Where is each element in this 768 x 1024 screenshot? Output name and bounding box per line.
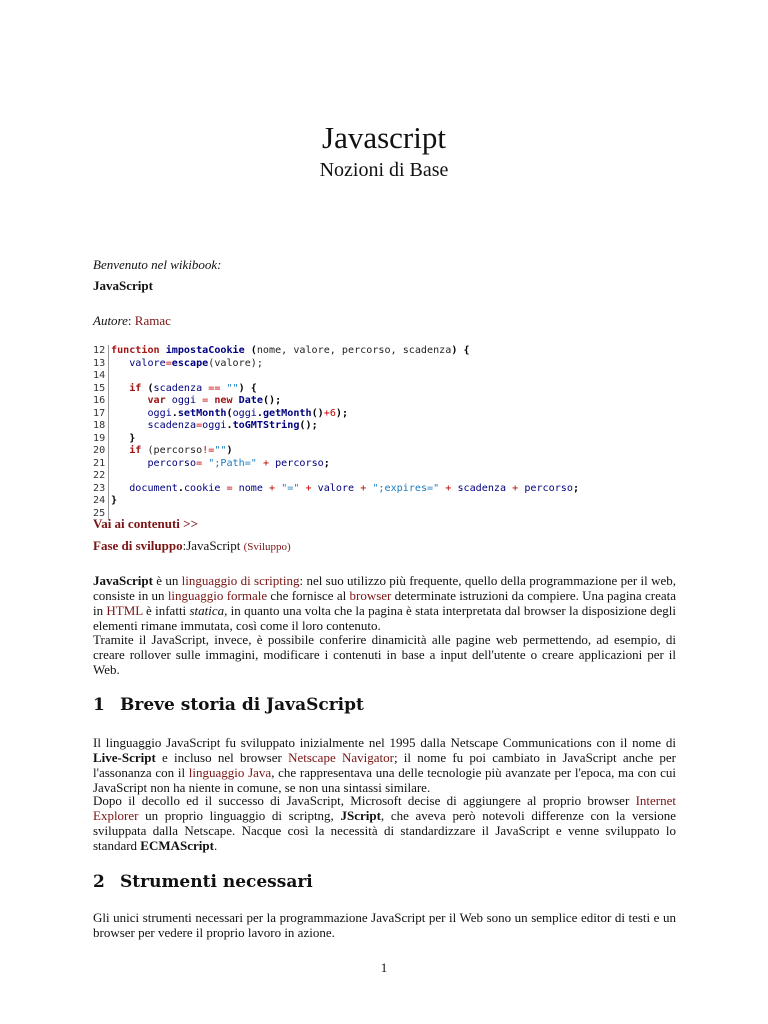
term-jscript: JScript — [340, 808, 381, 823]
code-token: scadenza — [457, 482, 513, 494]
text-run: , in quanto una volta che la pagina è stata interpretata dal browser la disposizione degli elementi rimane immutata, così come il loro contenuto. — [93, 603, 676, 633]
code-token: percorso — [524, 482, 573, 494]
author-label: Autore — [93, 313, 128, 328]
code-token — [111, 420, 147, 431]
code-token: nome — [238, 482, 270, 494]
link-internet-explorer[interactable]: Internet Explorer — [93, 793, 676, 823]
code-token — [111, 395, 147, 406]
text-run: è un — [152, 573, 182, 588]
code-token: if — [129, 445, 148, 456]
stage-separator: : — [182, 538, 187, 553]
code-token: = — [196, 420, 203, 431]
code-token: ";expires=" — [372, 482, 446, 494]
line-number: 20 — [93, 445, 106, 456]
code-token: valore — [317, 482, 361, 494]
code-token: . — [256, 407, 263, 419]
code-token: oggi — [202, 420, 227, 431]
text-run: che fornisce al — [267, 588, 350, 603]
code-token: oggi — [147, 407, 172, 419]
line-number: 17 — [93, 407, 106, 419]
text-run: Il linguaggio JavaScript fu sviluppato inizialmente nel 1995 dalla Netscape Communications con il nome di — [93, 735, 676, 750]
code-source — [110, 495, 117, 508]
line-number: 24 — [93, 495, 106, 506]
code-line — [93, 408, 683, 421]
code-line — [93, 433, 683, 446]
code-token: scadenza — [153, 382, 209, 394]
code-line — [93, 345, 683, 358]
code-token: + — [262, 457, 276, 469]
text-run: un proprio linguaggio di scriptng, — [138, 808, 341, 823]
code-token: } — [129, 432, 136, 444]
code-token: "" — [226, 382, 239, 394]
code-token: if — [129, 382, 148, 394]
term-javascript: JavaScript — [93, 573, 153, 588]
code-token: + — [360, 482, 373, 494]
code-token: ; — [572, 482, 580, 494]
code-token: ) { — [451, 345, 470, 356]
code-line — [93, 358, 683, 371]
code-token — [111, 408, 147, 419]
code-line — [93, 495, 683, 508]
line-number: 14 — [93, 370, 106, 381]
code-token: getMonth — [262, 407, 312, 419]
stage-link[interactable]: (Sviluppo) — [243, 541, 291, 553]
stage-label-link[interactable]: Fase di sviluppo — [93, 538, 183, 553]
code-token: function — [111, 345, 166, 356]
line-number: 21 — [93, 457, 106, 469]
history-paragraph-2 — [93, 793, 676, 853]
author-separator: : — [127, 313, 135, 328]
code-token: != — [202, 445, 215, 456]
code-gutter — [108, 345, 109, 358]
code-gutter — [108, 408, 109, 421]
text-run: : nel suo utilizzo più frequente, quello della programmazione per il web, consiste in un — [93, 573, 676, 603]
line-number: 13 — [93, 357, 106, 369]
code-gutter — [108, 433, 109, 446]
code-gutter — [108, 483, 109, 496]
code-token: + — [445, 482, 458, 494]
code-token: ( — [147, 382, 154, 394]
line-number: 18 — [93, 420, 106, 431]
link-html[interactable]: HTML — [106, 603, 143, 618]
code-token: . — [226, 420, 233, 431]
line-number: 12 — [93, 345, 106, 356]
code-token: ; — [323, 457, 330, 469]
code-token: (percorso — [147, 445, 203, 456]
code-source — [110, 370, 111, 383]
code-gutter — [108, 458, 109, 471]
link-linguaggio-java[interactable]: linguaggio Java — [188, 765, 272, 780]
text-run: , che rappresentava una delle tecnologie più avanzate per l'epoca, ma con cui JavaScript non ha niente in comune, se non una sintassi similare. — [93, 765, 676, 795]
code-token: impostaCookie — [165, 345, 251, 356]
tools-paragraph: Gli unici strumenti necessari per la programmazione JavaScript per il Web sono un semplice editor di testi e un browser per vedere il proprio lavoro in azione. — [93, 910, 676, 940]
code-token — [111, 483, 129, 494]
code-token: () — [311, 407, 324, 419]
code-token: ( — [250, 345, 257, 356]
code-line — [93, 483, 683, 496]
code-source — [110, 458, 330, 471]
development-stage — [93, 538, 676, 555]
code-source — [110, 345, 470, 358]
code-gutter — [108, 358, 109, 371]
code-token: ); — [335, 407, 349, 419]
code-token: = — [196, 457, 209, 469]
text-run: . — [213, 838, 218, 853]
code-token: Date — [238, 395, 263, 406]
section-number: 2 — [93, 872, 105, 892]
code-token: escape — [171, 357, 209, 369]
code-line — [93, 383, 683, 396]
section-heading-strumenti — [93, 872, 313, 892]
link-linguaggio-scripting[interactable]: linguaggio di scripting — [181, 573, 300, 588]
link-browser[interactable]: browser — [349, 588, 392, 603]
code-line — [93, 370, 683, 383]
code-source — [110, 395, 281, 408]
code-source — [110, 445, 233, 458]
author-link[interactable]: Ramac — [134, 313, 171, 328]
code-token: = — [165, 357, 172, 369]
code-token: new — [214, 395, 239, 406]
code-token: + — [305, 482, 318, 494]
section-number: 1 — [93, 695, 105, 715]
code-token: cookie — [183, 482, 227, 494]
code-token: percorso — [275, 457, 324, 469]
stage-value: JavaScript — [186, 538, 244, 553]
code-token: (); — [299, 420, 318, 431]
skip-to-content-link[interactable]: Vai ai contenuti >> — [93, 516, 198, 531]
intro-paragraph — [93, 573, 676, 633]
code-token: "=" — [281, 482, 306, 494]
code-gutter — [108, 370, 109, 383]
code-line — [93, 420, 683, 433]
code-source — [110, 433, 135, 446]
code-line — [93, 395, 683, 408]
code-source — [110, 383, 257, 396]
code-token: oggi — [171, 395, 203, 406]
code-listing — [93, 345, 683, 520]
author-line — [93, 313, 676, 328]
code-source — [110, 408, 348, 421]
text-run: è infatti — [142, 603, 190, 618]
code-token: "" — [214, 445, 227, 456]
wikibook-name: JavaScript — [93, 278, 153, 293]
dynamic-paragraph: Tramite il JavaScript, invece, è possibile conferire dinamicità alle pagine web permettendo, ad esempio, di creare rollover sulle immagini, modificare i contenuti in base a input dell'utente o creare applicazioni per il Web. — [93, 632, 676, 677]
code-token: . — [171, 407, 178, 419]
code-token: + — [269, 482, 282, 494]
code-source — [110, 483, 579, 496]
term-ecmascript: ECMAScript — [140, 838, 214, 853]
code-gutter — [108, 383, 109, 396]
code-token: + — [323, 407, 330, 419]
line-number: 19 — [93, 432, 106, 444]
code-gutter — [108, 470, 109, 483]
code-token: nome, valore, percorso, scadenza — [256, 345, 452, 356]
code-token: scadenza — [147, 420, 197, 431]
code-source — [110, 470, 111, 483]
code-token — [111, 433, 129, 444]
code-line — [93, 458, 683, 471]
code-token: 6 — [329, 407, 336, 419]
code-gutter — [108, 495, 109, 508]
page-number: 1 — [380, 960, 388, 975]
term-livescript: Live-Script — [93, 750, 156, 765]
code-line — [93, 445, 683, 458]
code-token: document — [129, 482, 178, 494]
code-token — [111, 445, 129, 456]
code-token: valore — [129, 357, 166, 369]
line-number: 16 — [93, 395, 106, 406]
code-token: var — [147, 395, 172, 406]
text-run: e incluso nel browser — [155, 750, 289, 765]
section-heading-storia — [93, 695, 364, 715]
code-source — [110, 358, 263, 371]
line-number: 22 — [93, 470, 106, 481]
code-token: . — [177, 482, 184, 494]
code-gutter — [108, 395, 109, 408]
line-number: 25 — [93, 507, 106, 519]
line-number: 23 — [93, 482, 106, 494]
code-token: percorso — [147, 457, 197, 469]
code-token: ";Path=" — [208, 457, 263, 469]
welcome-text: Benvenuto nel wikibook: — [93, 257, 222, 272]
code-token — [111, 458, 147, 469]
text-run: , che aveva però notevoli differenze con la versione sviluppata dalla Netscape. Nacque così la necessità di standardizzare il JavaScript e venne sviluppato lo standard — [93, 808, 676, 853]
code-token: == — [208, 382, 227, 394]
code-token: = — [226, 482, 239, 494]
code-token: ( — [226, 407, 233, 419]
code-token: setMonth — [177, 407, 227, 419]
code-token: = — [202, 395, 215, 406]
code-gutter — [108, 420, 109, 433]
code-token: toGMTString — [232, 420, 300, 431]
section-title: Strumenti necessari — [120, 872, 313, 892]
line-number: 15 — [93, 382, 106, 394]
code-line — [93, 470, 683, 483]
document-subtitle: Nozioni di Base — [319, 159, 449, 181]
code-token: ) { — [238, 382, 257, 394]
code-token — [111, 383, 129, 394]
text-run: Dopo il decollo ed il successo di JavaScript, Microsoft decise di aggiungere al proprio browser — [93, 793, 636, 808]
document-title: Javascript — [322, 120, 446, 155]
code-token: (); — [262, 395, 282, 406]
text-run: determinate istruzioni da compiere. Una pagina creata in — [93, 588, 676, 618]
code-token: oggi — [232, 407, 257, 419]
link-netscape-navigator[interactable]: Netscape Navigator — [288, 750, 394, 765]
history-paragraph-1 — [93, 735, 676, 795]
text-run: ; il nome fu poi cambiato in JavaScript anche per l'assonanza con il — [93, 750, 676, 780]
section-title: Breve storia di JavaScript — [120, 695, 364, 715]
code-token: ) — [226, 445, 233, 456]
code-token: + — [512, 482, 525, 494]
code-source — [110, 420, 318, 433]
term-statica: statica — [189, 603, 225, 618]
code-token: } — [111, 495, 118, 506]
link-linguaggio-formale[interactable]: linguaggio formale — [167, 588, 268, 603]
code-token: (valore); — [208, 357, 263, 369]
code-gutter — [108, 445, 109, 458]
code-token — [111, 358, 129, 369]
